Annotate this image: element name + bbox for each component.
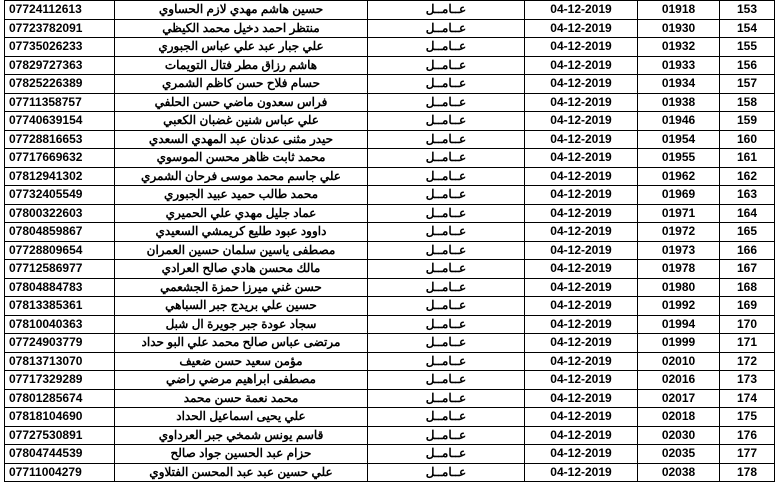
- sequence-number-cell: 165: [720, 223, 775, 242]
- date-cell: 04-12-2019: [525, 93, 638, 112]
- phone-cell: 07724112613: [5, 1, 115, 20]
- name-cell: منتظر احمد دخيل محمد الكيظي: [115, 19, 368, 38]
- date-cell: 04-12-2019: [525, 278, 638, 297]
- name-cell: حسن غني ميرزا حمزة الجشعمي: [115, 278, 368, 297]
- date-cell: 04-12-2019: [525, 204, 638, 223]
- table-row: [5, 186, 775, 205]
- sequence-number-cell: 176: [720, 426, 775, 445]
- name-cell: مالك محسن هادي صالح العرادي: [115, 260, 368, 279]
- phone-cell: 07804884783: [5, 278, 115, 297]
- table-row: [5, 389, 775, 408]
- employee-code-cell: 02038: [638, 463, 720, 482]
- job-title-cell: عــامــل: [368, 130, 525, 149]
- employee-code-cell: 02035: [638, 445, 720, 464]
- phone-cell: 07712586977: [5, 260, 115, 279]
- employee-code-cell: 01955: [638, 149, 720, 168]
- employee-code-cell: 02016: [638, 371, 720, 390]
- name-cell: محمد ثابت ظاهر محسن الموسوي: [115, 149, 368, 168]
- date-cell: 04-12-2019: [525, 352, 638, 371]
- date-cell: 04-12-2019: [525, 149, 638, 168]
- date-cell: 04-12-2019: [525, 75, 638, 94]
- date-cell: 04-12-2019: [525, 1, 638, 20]
- job-title-cell: عــامــل: [368, 389, 525, 408]
- sequence-number-cell: 171: [720, 334, 775, 353]
- sequence-number-cell: 156: [720, 56, 775, 75]
- date-cell: 04-12-2019: [525, 260, 638, 279]
- table-row: [5, 204, 775, 223]
- date-cell: 04-12-2019: [525, 371, 638, 390]
- date-cell: 04-12-2019: [525, 130, 638, 149]
- employee-table-body: [5, 1, 775, 482]
- job-title-cell: عــامــل: [368, 223, 525, 242]
- sequence-number-cell: 153: [720, 1, 775, 20]
- table-row: [5, 75, 775, 94]
- name-cell: علي حسين عبد عبد المحسن الفتلاوي: [115, 463, 368, 482]
- sequence-number-cell: 160: [720, 130, 775, 149]
- sequence-number-cell: 174: [720, 389, 775, 408]
- table-row: [5, 130, 775, 149]
- phone-cell: 07735026233: [5, 38, 115, 57]
- date-cell: 04-12-2019: [525, 112, 638, 131]
- sequence-number-cell: 162: [720, 167, 775, 186]
- employee-table: [4, 0, 775, 482]
- job-title-cell: عــامــل: [368, 204, 525, 223]
- phone-cell: 07804859867: [5, 223, 115, 242]
- employee-code-cell: 01934: [638, 75, 720, 94]
- job-title-cell: عــامــل: [368, 186, 525, 205]
- name-cell: محمد نعمة حسن محمد: [115, 389, 368, 408]
- sequence-number-cell: 173: [720, 371, 775, 390]
- table-row: [5, 371, 775, 390]
- sequence-number-cell: 164: [720, 204, 775, 223]
- date-cell: 04-12-2019: [525, 223, 638, 242]
- sequence-number-cell: 161: [720, 149, 775, 168]
- sequence-number-cell: 155: [720, 38, 775, 57]
- table-row: [5, 167, 775, 186]
- name-cell: مصطفى ياسين سلمان حسين العمران: [115, 241, 368, 260]
- sequence-number-cell: 175: [720, 408, 775, 427]
- sequence-number-cell: 178: [720, 463, 775, 482]
- employee-code-cell: 02017: [638, 389, 720, 408]
- job-title-cell: عــامــل: [368, 241, 525, 260]
- phone-cell: 07727530891: [5, 426, 115, 445]
- table-row: [5, 19, 775, 38]
- table-row: [5, 56, 775, 75]
- table-row: [5, 426, 775, 445]
- name-cell: علي جاسم محمد موسى فرحان الشمري: [115, 167, 368, 186]
- name-cell: مرتضى عباس صالح محمد علي البو حداد: [115, 334, 368, 353]
- table-row: [5, 463, 775, 482]
- phone-cell: 07818104690: [5, 408, 115, 427]
- name-cell: فراس سعدون ماضي حسن الحلفي: [115, 93, 368, 112]
- job-title-cell: عــامــل: [368, 93, 525, 112]
- date-cell: 04-12-2019: [525, 389, 638, 408]
- sequence-number-cell: 172: [720, 352, 775, 371]
- sequence-number-cell: 167: [720, 260, 775, 279]
- date-cell: 04-12-2019: [525, 19, 638, 38]
- employee-code-cell: 01946: [638, 112, 720, 131]
- job-title-cell: عــامــل: [368, 297, 525, 316]
- date-cell: 04-12-2019: [525, 408, 638, 427]
- table-row: [5, 408, 775, 427]
- employee-code-cell: 01992: [638, 297, 720, 316]
- job-title-cell: عــامــل: [368, 463, 525, 482]
- job-title-cell: عــامــل: [368, 149, 525, 168]
- table-row: [5, 1, 775, 20]
- sequence-number-cell: 159: [720, 112, 775, 131]
- phone-cell: 07804744539: [5, 445, 115, 464]
- employee-code-cell: 01962: [638, 167, 720, 186]
- employee-code-cell: 01930: [638, 19, 720, 38]
- sequence-number-cell: 169: [720, 297, 775, 316]
- name-cell: عماد جليل مهدي علي الحميري: [115, 204, 368, 223]
- employee-code-cell: 01938: [638, 93, 720, 112]
- name-cell: علي عباس شنين غضبان الكعبي: [115, 112, 368, 131]
- phone-cell: 07740639154: [5, 112, 115, 131]
- table-row: [5, 112, 775, 131]
- employee-code-cell: 01932: [638, 38, 720, 57]
- job-title-cell: عــامــل: [368, 334, 525, 353]
- job-title-cell: عــامــل: [368, 260, 525, 279]
- name-cell: قاسم يونس شمخي جبر العرداوي: [115, 426, 368, 445]
- date-cell: 04-12-2019: [525, 463, 638, 482]
- name-cell: داوود عبود طليع كريمشي السعيدي: [115, 223, 368, 242]
- phone-cell: 07813385361: [5, 297, 115, 316]
- phone-cell: 07711004279: [5, 463, 115, 482]
- job-title-cell: عــامــل: [368, 426, 525, 445]
- employee-code-cell: 01972: [638, 223, 720, 242]
- sequence-number-cell: 177: [720, 445, 775, 464]
- name-cell: مصطفى ابراهيم مرضي راضي: [115, 371, 368, 390]
- sequence-number-cell: 166: [720, 241, 775, 260]
- sequence-number-cell: 157: [720, 75, 775, 94]
- table-row: [5, 149, 775, 168]
- table-row: [5, 241, 775, 260]
- job-title-cell: عــامــل: [368, 1, 525, 20]
- date-cell: 04-12-2019: [525, 445, 638, 464]
- employee-code-cell: 01994: [638, 315, 720, 334]
- employee-code-cell: 01999: [638, 334, 720, 353]
- table-row: [5, 352, 775, 371]
- employee-code-cell: 02010: [638, 352, 720, 371]
- job-title-cell: عــامــل: [368, 56, 525, 75]
- date-cell: 04-12-2019: [525, 315, 638, 334]
- phone-cell: 07728816653: [5, 130, 115, 149]
- date-cell: 04-12-2019: [525, 426, 638, 445]
- name-cell: حسين علي بريدج جبر السباهي: [115, 297, 368, 316]
- employee-code-cell: 01973: [638, 241, 720, 260]
- phone-cell: 07800322603: [5, 204, 115, 223]
- sequence-number-cell: 154: [720, 19, 775, 38]
- employee-code-cell: 01918: [638, 1, 720, 20]
- name-cell: حسين هاشم مهدي لازم الحساوي: [115, 1, 368, 20]
- phone-cell: 07810040363: [5, 315, 115, 334]
- date-cell: 04-12-2019: [525, 241, 638, 260]
- job-title-cell: عــامــل: [368, 19, 525, 38]
- employee-code-cell: 01971: [638, 204, 720, 223]
- job-title-cell: عــامــل: [368, 352, 525, 371]
- job-title-cell: عــامــل: [368, 408, 525, 427]
- sequence-number-cell: 168: [720, 278, 775, 297]
- name-cell: محمد طالب حميد عبيد الجبوري: [115, 186, 368, 205]
- phone-cell: 07717329289: [5, 371, 115, 390]
- employee-code-cell: 01980: [638, 278, 720, 297]
- job-title-cell: عــامــل: [368, 315, 525, 334]
- phone-cell: 07801285674: [5, 389, 115, 408]
- employee-code-cell: 02018: [638, 408, 720, 427]
- job-title-cell: عــامــل: [368, 112, 525, 131]
- date-cell: 04-12-2019: [525, 56, 638, 75]
- employee-code-cell: 02030: [638, 426, 720, 445]
- date-cell: 04-12-2019: [525, 334, 638, 353]
- date-cell: 04-12-2019: [525, 167, 638, 186]
- table-row: [5, 334, 775, 353]
- name-cell: سجاد عودة جبر جويرة ال شبل: [115, 315, 368, 334]
- employee-code-cell: 01933: [638, 56, 720, 75]
- phone-cell: 07728809654: [5, 241, 115, 260]
- job-title-cell: عــامــل: [368, 445, 525, 464]
- name-cell: حزام عبد الحسين جواد صالح: [115, 445, 368, 464]
- table-row: [5, 260, 775, 279]
- phone-cell: 07829727363: [5, 56, 115, 75]
- phone-cell: 07723782091: [5, 19, 115, 38]
- employee-code-cell: 01969: [638, 186, 720, 205]
- employee-code-cell: 01954: [638, 130, 720, 149]
- date-cell: 04-12-2019: [525, 38, 638, 57]
- job-title-cell: عــامــل: [368, 167, 525, 186]
- name-cell: علي جبار عبد علي عباس الجبوري: [115, 38, 368, 57]
- job-title-cell: عــامــل: [368, 278, 525, 297]
- table-row: [5, 297, 775, 316]
- table-row: [5, 315, 775, 334]
- date-cell: 04-12-2019: [525, 186, 638, 205]
- table-row: [5, 278, 775, 297]
- phone-cell: 07812941302: [5, 167, 115, 186]
- employee-code-cell: 01978: [638, 260, 720, 279]
- job-title-cell: عــامــل: [368, 75, 525, 94]
- date-cell: 04-12-2019: [525, 297, 638, 316]
- name-cell: حسام فلاح حسن كاظم الشمري: [115, 75, 368, 94]
- sequence-number-cell: 158: [720, 93, 775, 112]
- table-row: [5, 93, 775, 112]
- phone-cell: 07724903779: [5, 334, 115, 353]
- table-row: [5, 445, 775, 464]
- table-row: [5, 38, 775, 57]
- sequence-number-cell: 170: [720, 315, 775, 334]
- name-cell: علي يحيى اسماعيل الحداد: [115, 408, 368, 427]
- name-cell: حيدر مثنى عدنان عبد المهدي السعدي: [115, 130, 368, 149]
- phone-cell: 07813713070: [5, 352, 115, 371]
- table-row: [5, 223, 775, 242]
- phone-cell: 07711358757: [5, 93, 115, 112]
- name-cell: هاشم رزاق مطر فتال التويمات: [115, 56, 368, 75]
- job-title-cell: عــامــل: [368, 38, 525, 57]
- name-cell: مؤمن سعيد حسن ضعيف: [115, 352, 368, 371]
- phone-cell: 07732405549: [5, 186, 115, 205]
- phone-cell: 07717669632: [5, 149, 115, 168]
- phone-cell: 07825226389: [5, 75, 115, 94]
- job-title-cell: عــامــل: [368, 371, 525, 390]
- sequence-number-cell: 163: [720, 186, 775, 205]
